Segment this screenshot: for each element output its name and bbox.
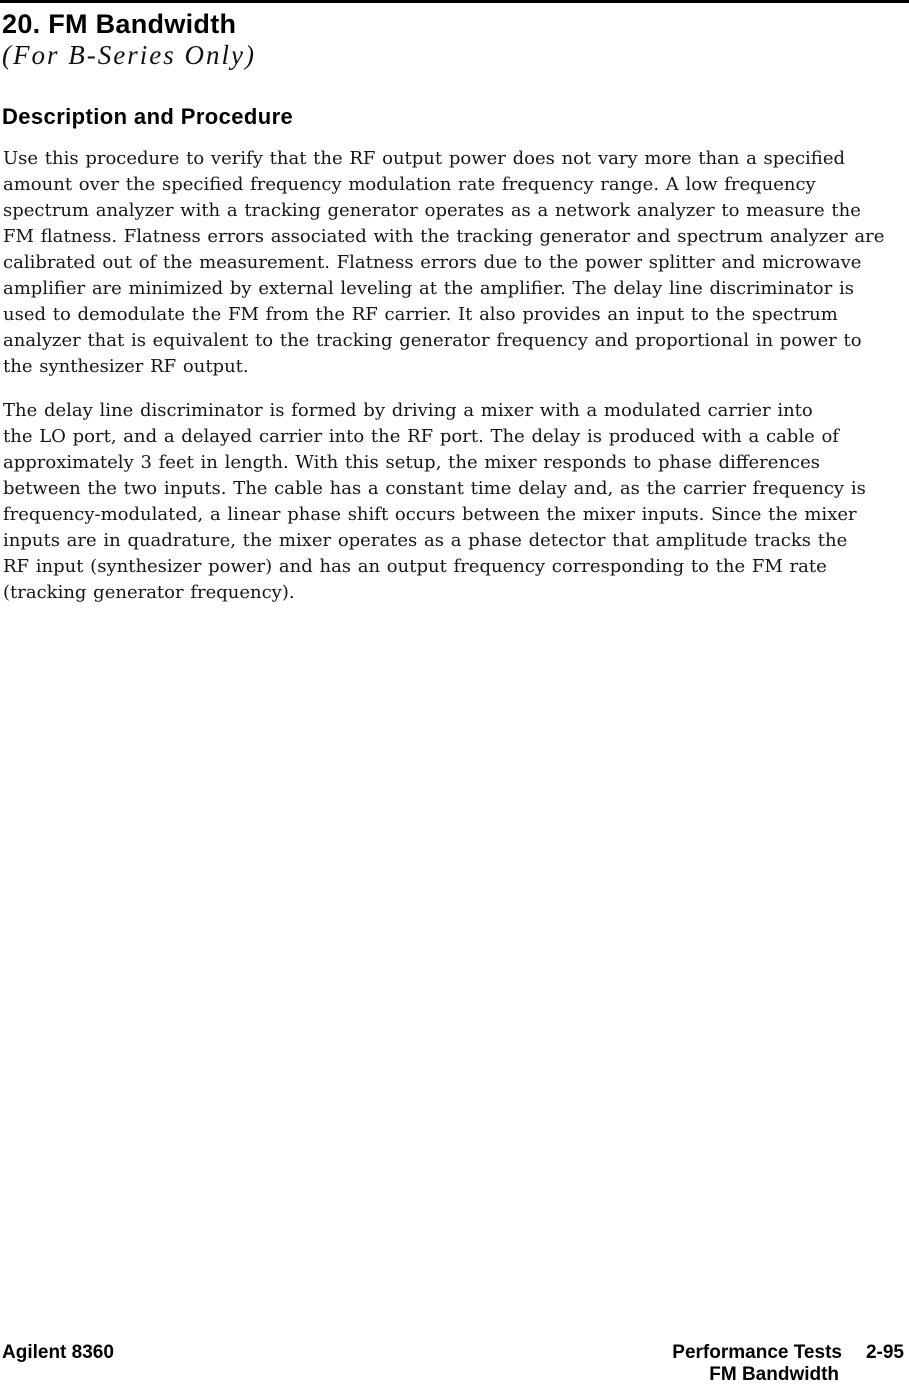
footer-right-block (672, 1342, 904, 1386)
text-line: analyzer that is equivalent to the tracking generator frequency and proportional in power to (3, 330, 862, 351)
footer-instrument-name: Agilent 8360 (2, 1342, 114, 1363)
text-line: spectrum analyzer with a tracking generator operates as a network analyzer to measure the (3, 200, 861, 221)
text-line: the synthesizer RF output. (3, 356, 249, 377)
chapter-header (2, 8, 256, 70)
text-line: RF input (synthesizer power) and has an output frequency corresponding to the FM rate (3, 556, 827, 577)
text-line: inputs are in quadrature, the mixer operates as a phase detector that amplitude tracks the (3, 530, 848, 551)
text-line: the LO port, and a delayed carrier into the RF port. The delay is produced with a cable of (3, 426, 839, 447)
text-line: calibrated out of the measurement. Flatness errors due to the power splitter and microwave (3, 252, 862, 273)
footer-section-line (672, 1342, 904, 1364)
text-line: used to demodulate the FM from the RF carrier. It also provides an input to the spectrum (3, 304, 838, 325)
paragraph-2 (3, 398, 899, 606)
text-line: amount over the specified frequency modulation rate frequency range. A low frequency (3, 174, 816, 195)
footer-chapter-name: FM Bandwidth (709, 1364, 840, 1385)
footer-section-name: Performance Tests (672, 1342, 842, 1363)
text-line: (tracking generator frequency). (3, 582, 295, 603)
top-edge-rule (0, 0, 909, 3)
chapter-title: 20. FM Bandwidth (2, 9, 237, 39)
chapter-subtitle: (For B-Series Only) (2, 40, 256, 70)
text-line: between the two inputs. The cable has a constant time delay and, as the carrier frequency is (3, 478, 866, 499)
paragraph-1 (3, 146, 899, 380)
body-text (3, 146, 899, 606)
text-line: The delay line discriminator is formed by driving a mixer with a modulated carrier into (3, 400, 813, 421)
text-line: amplifier are minimized by external leveling at the amplifier. The delay line discriminator is (3, 278, 854, 299)
section-heading: Description and Procedure (2, 104, 294, 129)
text-line: approximately 3 feet in length. With this setup, the mixer responds to phase differences (3, 452, 821, 473)
footer-page-number: 2-95 (865, 1342, 904, 1363)
text-line: frequency-modulated, a linear phase shift occurs between the mixer inputs. Since the mixer (3, 504, 857, 525)
text-line: Use this procedure to verify that the RF output power does not vary more than a specified (3, 148, 845, 169)
text-line: FM flatness. Flatness errors associated with the tracking generator and spectrum analyzer are (3, 226, 885, 247)
